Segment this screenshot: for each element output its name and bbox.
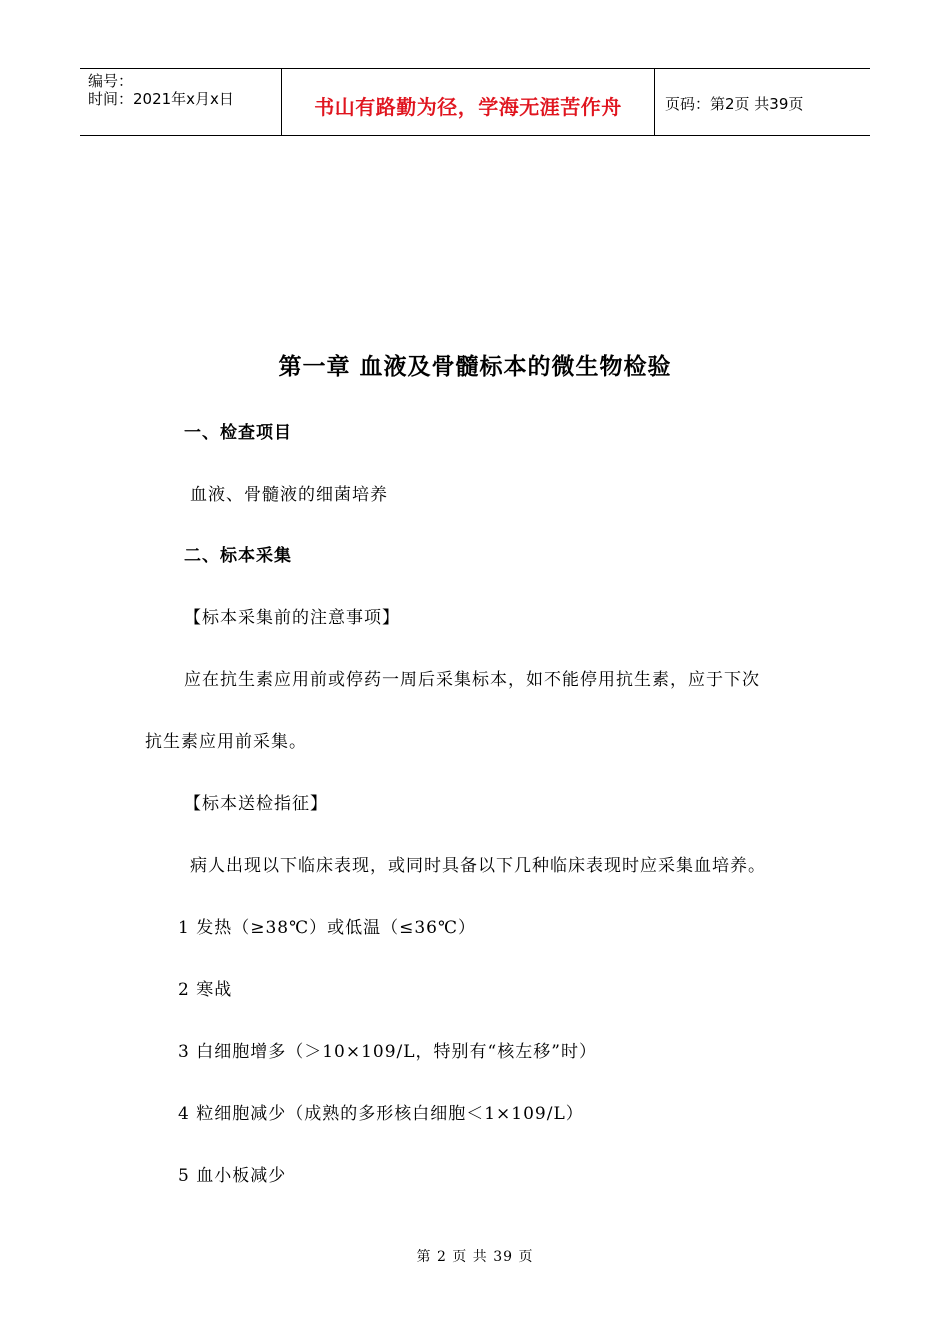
chapter-title: 第一章 血液及骨髓标本的微生物检验 (278, 354, 672, 380)
list-item: 5 血小板减少 (178, 1166, 287, 1186)
list-item: 4 粒细胞减少（成熟的多形核白细胞＜1×109/L） (178, 1104, 584, 1124)
document-number-label: 编号： (88, 72, 134, 90)
section-heading-inspection-items: 一、检查项目 (184, 423, 292, 443)
list-item: 1 发热（≥38℃）或低温（≤36℃） (178, 918, 477, 938)
paragraph-precautions-line2: 抗生素应用前采集。 (145, 732, 307, 752)
header-page-info: 页码：第2页 共39页 (665, 94, 804, 113)
subheading-precautions: 【标本采集前的注意事项】 (184, 608, 400, 628)
document-date: 时间：2021年x月x日 (88, 90, 234, 108)
inspection-items-text: 血液、骨髓液的细菌培养 (190, 485, 388, 505)
header-meta-cell (80, 69, 282, 135)
subheading-indications: 【标本送检指征】 (184, 794, 328, 814)
paragraph-indications: 病人出现以下临床表现，或同时具备以下几种临床表现时应采集血培养。 (190, 856, 766, 876)
page-footer: 第 2 页 共 39 页 (416, 1249, 534, 1265)
list-item: 2 寒战 (178, 980, 233, 1000)
section-heading-specimen-collection: 二、标本采集 (184, 546, 292, 566)
header-motto: 书山有路勤为径，学海无涯苦作舟 (282, 69, 655, 135)
paragraph-precautions-line1: 应在抗生素应用前或停药一周后采集标本，如不能停用抗生素，应于下次 (184, 670, 760, 690)
page-header-table (80, 68, 870, 136)
list-item: 3 白细胞增多（＞10×109/L，特别有“核左移”时） (178, 1042, 597, 1062)
